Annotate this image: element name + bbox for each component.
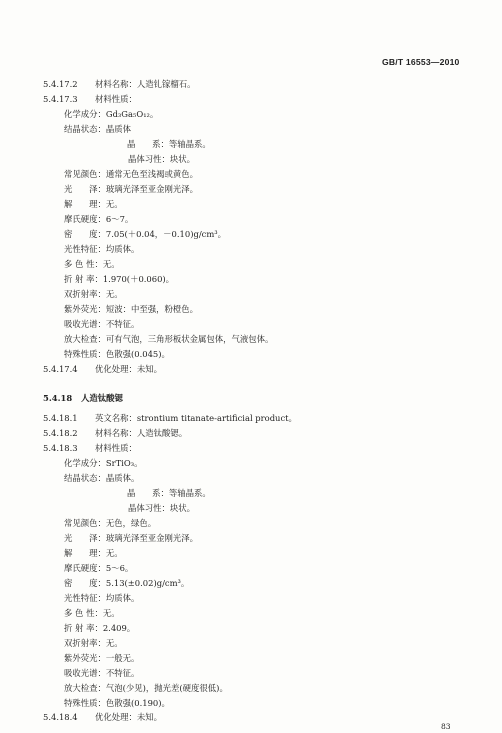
clause-text: 优化处理：未知。 <box>95 364 162 374</box>
clause-text: 材料性质： <box>95 443 137 453</box>
property-pleochroism: 多 色 性：无。 <box>64 608 120 618</box>
clause-5-4-18-3 <box>43 443 137 454</box>
property-crystal-system: 晶 系：等轴晶系。 <box>127 488 211 498</box>
clause-text: 材料名称：人造钆镓榴石。 <box>95 79 196 89</box>
property-optical-character: 光性特征：均质体。 <box>64 244 140 254</box>
property-chemical-composition: 化学成分：Gd₃Ga₅O₁₂。 <box>64 109 159 119</box>
clause-5-4-17-2 <box>43 79 196 90</box>
clause-text: 材料性质： <box>95 94 137 104</box>
property-hardness: 摩氏硬度：5～6。 <box>64 563 134 573</box>
clause-number: 5.4.18.2 <box>43 428 78 438</box>
property-crystal-system: 晶 系：等轴晶系。 <box>127 139 211 149</box>
property-uv-fluorescence: 紫外荧光：短波：中至强，粉橙色。 <box>64 304 198 314</box>
property-pleochroism: 多 色 性：无。 <box>64 259 120 269</box>
property-cleavage: 解 理：无。 <box>64 548 123 558</box>
property-magnification: 放大检查：气泡(少见)，抛光差(硬度很低)。 <box>64 683 228 693</box>
property-color: 常见颜色：无色，绿色。 <box>64 518 157 528</box>
clause-number: 5.4.18.4 <box>43 712 78 722</box>
clause-number: 5.4.17.2 <box>43 79 78 89</box>
section-number: 5.4.18 <box>43 393 73 403</box>
property-cleavage: 解 理：无。 <box>64 199 123 209</box>
property-density: 密 度：7.05(＋0.04，－0.10)g/cm³。 <box>64 229 227 239</box>
property-hardness: 摩氏硬度：6～7。 <box>64 214 134 224</box>
property-special: 特殊性质：色散强(0.190)。 <box>64 698 170 708</box>
property-crystal-state: 结晶状态：晶质体。 <box>64 473 140 483</box>
clause-number: 5.4.17.3 <box>43 94 78 104</box>
clause-5-4-18-4 <box>43 712 162 723</box>
clause-5-4-17-3 <box>43 94 137 105</box>
clause-5-4-17-4 <box>43 364 162 375</box>
clause-5-4-18-2 <box>43 428 187 439</box>
property-crystal-habit: 晶体习性：块状。 <box>128 154 195 164</box>
clause-number: 5.4.18.3 <box>43 443 78 453</box>
property-optical-character: 光性特征：均质体。 <box>64 593 140 603</box>
property-birefringence: 双折射率：无。 <box>64 289 123 299</box>
property-luster: 光 泽：玻璃光泽至亚金刚光泽。 <box>64 184 198 194</box>
property-absorption-spectrum: 吸收光谱：不特征。 <box>64 668 140 678</box>
section-title: 人造钛酸锶 <box>81 393 123 403</box>
clause-text: 材料名称：人造钛酸锶。 <box>95 428 188 438</box>
clause-5-4-18-1 <box>43 413 297 424</box>
section-title-5-4-18 <box>43 393 123 404</box>
clause-text: 优化处理：未知。 <box>95 712 162 722</box>
property-birefringence: 双折射率：无。 <box>64 638 123 648</box>
property-special: 特殊性质：色散强(0.045)。 <box>64 349 170 359</box>
property-crystal-habit: 晶体习性：块状。 <box>128 503 195 513</box>
property-crystal-state: 结晶状态：晶质体 <box>64 124 131 134</box>
property-luster: 光 泽：玻璃光泽至亚金刚光泽。 <box>64 533 198 543</box>
clause-text: 英文名称：strontium titanate-artificial product。 <box>95 413 297 423</box>
property-uv-fluorescence: 紫外荧光：一般无。 <box>64 653 140 663</box>
property-density: 密 度：5.13(±0.02)g/cm³。 <box>64 578 190 588</box>
property-refractive-index: 折 射 率：1.970(＋0.060)。 <box>64 274 175 284</box>
page-number: 83 <box>441 722 451 731</box>
page-header: GB/T 16553—2010 <box>382 57 460 67</box>
property-absorption-spectrum: 吸收光谱：不特征。 <box>64 319 140 329</box>
property-chemical-composition: 化学成分：SrTiO₃。 <box>64 458 143 468</box>
property-magnification: 放大检查：可有气泡，三角形板状金属包体，气液包体。 <box>64 334 274 344</box>
property-color: 常见颜色：通常无色至浅褐或黄色。 <box>64 169 198 179</box>
clause-number: 5.4.17.4 <box>43 364 78 374</box>
property-refractive-index: 折 射 率：2.409。 <box>64 623 136 633</box>
clause-number: 5.4.18.1 <box>43 413 78 423</box>
